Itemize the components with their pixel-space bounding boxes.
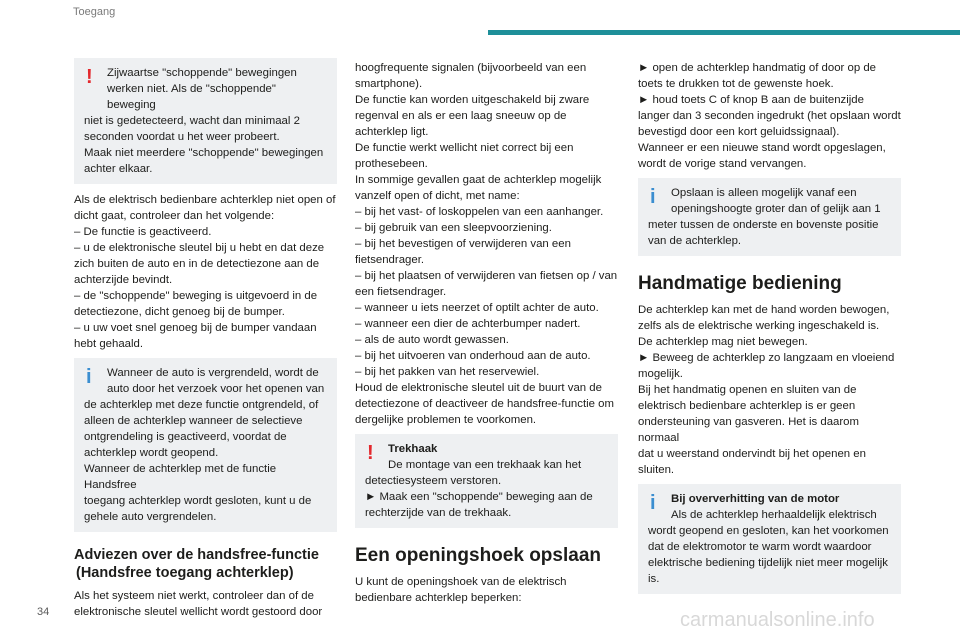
text-line: toegang achterklep wordt gesloten, kunt u de <box>84 495 312 507</box>
text-line: wordt de vorige stand vervangen. <box>638 158 807 170</box>
text-line: – u de elektronische sleutel bij u hebt en dat deze <box>74 242 325 254</box>
text-line: fietsendrager. <box>355 254 425 266</box>
text-line: elektrische bediening tijdelijk niet meer mogelijk <box>648 557 888 569</box>
text-line: langer dan 3 seconden ingedrukt (het opslaan wordt <box>638 110 901 122</box>
text-line: smartphone). <box>355 78 423 90</box>
text-line: niet is gedetecteerd, wacht dan minimaal 2 <box>84 115 300 127</box>
text-line: auto door het verzoek voor het openen van <box>107 383 325 395</box>
text-line: In sommige gevallen gaat de achterklep mogelijk <box>355 174 602 186</box>
column-3 <box>638 60 901 602</box>
text-line: gehele auto vergrendelen. <box>84 511 217 523</box>
watermark-text: carmanualsonline.info <box>680 609 875 631</box>
text-line: ► open de achterklep handmatig of door op de <box>638 62 876 74</box>
paragraph-interference <box>355 60 618 428</box>
box-title: Bij oververhitting van de motor <box>671 493 840 505</box>
text-line: – bij het vast- of loskoppelen van een aanhanger. <box>355 206 604 218</box>
section-heading-save-angle: Een openingshoek opslaan <box>355 545 601 566</box>
text-line: ontgrendeling is geactiveerd, voordat de <box>84 431 287 443</box>
paragraph-advice <box>74 588 337 620</box>
paragraph-save-angle <box>355 574 618 606</box>
text-line: achter elkaar. <box>84 163 153 175</box>
text-line: detectiezone, dicht genoeg bij de bumper. <box>74 306 285 318</box>
info-box-height <box>638 178 901 256</box>
text-line: openingshoogte groter dan of gelijk aan 1 <box>671 203 881 215</box>
section-heading-manual: Handmatige bediening <box>638 273 842 294</box>
text-line: achterklep ligt. <box>355 126 429 138</box>
text-line: dat de elektromotor te warm wordt waardoor <box>648 541 872 553</box>
text-line: dicht gaat, controleer dan het volgende: <box>74 210 275 222</box>
text-line: toets te drukken tot de gewenste hoek. <box>638 78 834 90</box>
page-number: 34 <box>37 606 50 618</box>
column-1 <box>74 52 337 626</box>
text-line: Opslaan is alleen mogelijk vanaf een <box>671 187 857 199</box>
text-line: De achterklep mag niet bewegen. <box>638 336 808 348</box>
paragraph-check <box>74 192 337 352</box>
text-line: – wanneer een dier de achterbumper nadert. <box>355 318 581 330</box>
text-line: dat u weerstand ondervindt bij het openen en <box>638 448 866 460</box>
text-line: zich buiten de auto en in de detectiezone aan de <box>74 258 320 270</box>
text-line: regenval en als er een laag sneeuw op de <box>355 110 567 122</box>
section-header: Toegang <box>73 6 116 18</box>
text-line: dergelijke problemen te voorkomen. <box>355 414 537 426</box>
text-line: van de achterklep. <box>648 235 742 247</box>
text-line: ► Beweeg de achterklep zo langzaam en vloeiend <box>638 352 895 364</box>
column-2 <box>355 60 618 612</box>
text-line: Als het systeem niet werkt, controleer dan of de <box>74 590 314 602</box>
text-line: – bij gebruik van een sleepvoorziening. <box>355 222 552 234</box>
text-line: Wanneer de auto is vergrendeld, wordt de <box>107 367 319 379</box>
text-line: Maak niet meerdere "schoppende" bewegingen <box>84 147 324 159</box>
warning-box-kick <box>74 58 337 184</box>
text-line: Als de elektrisch bedienbare achterklep niet open of <box>74 194 336 206</box>
text-line: Als de achterklep herhaaldelijk elektrisch <box>671 509 877 521</box>
text-line: Wanneer de achterklep met de functie Handsfree <box>84 463 277 491</box>
text-line: achterzijde bevindt. <box>74 274 173 286</box>
text-line: werken niet. Als de "schoppende" beweging <box>107 83 276 111</box>
text-line: bedienbare achterklep beperken: <box>355 592 522 604</box>
paragraph-manual <box>638 302 901 478</box>
text-line: ► houd toets C of knop B aan de buitenzijde <box>638 94 864 106</box>
warning-box-towbar <box>355 434 618 528</box>
text-line: hoogfrequente signalen (bijvoorbeeld van een <box>355 62 587 74</box>
text-line: De functie kan worden uitgeschakeld bij zware <box>355 94 590 106</box>
text-line: – als de auto wordt gewassen. <box>355 334 509 346</box>
text-line: Bij het handmatig openen en sluiten van de <box>638 384 857 396</box>
text-line: mogelijk. <box>638 368 683 380</box>
text-line: rechterzijde van de trekhaak. <box>365 507 512 519</box>
text-line: – bij het pakken van het reservewiel. <box>355 366 540 378</box>
text-line: De achterklep kan met de hand worden bewogen, <box>638 304 890 316</box>
info-icon: i <box>86 366 92 388</box>
text-line: is. <box>648 573 660 585</box>
paragraph-save-steps <box>638 60 901 172</box>
text-line: Wanneer er een nieuwe stand wordt opgeslagen, <box>638 142 886 154</box>
text-line: – wanneer u iets neerzet of optilt achter de auto. <box>355 302 599 314</box>
info-box-locked <box>74 358 337 532</box>
info-box-overheating <box>638 484 901 594</box>
text-line: seconden voordat u het weer probeert. <box>84 131 280 143</box>
exclamation-icon: ! <box>86 66 93 88</box>
text-line: elektronische sleutel wellicht wordt gestoord door <box>74 606 323 618</box>
section-heading-advice <box>74 546 337 582</box>
header-accent-bar <box>488 30 960 35</box>
text-line: elektrisch bedienbare achterklep is er geen <box>638 400 856 412</box>
text-line: De montage van een trekhaak kan het <box>388 459 582 471</box>
text-line: bevestigd door een kort geluidssignaal). <box>638 126 840 138</box>
text-line: wordt geopend en gesloten, kan het voorkomen <box>648 525 889 537</box>
heading-line: Adviezen over de handsfree-functie <box>74 547 319 563</box>
heading-line: (Handsfree toegang achterklep) <box>76 565 294 581</box>
text-line: – bij het plaatsen of verwijderen van fietsen op / van <box>355 270 618 282</box>
info-icon: i <box>650 186 656 208</box>
text-line: ► Maak een "schoppende" beweging aan de <box>365 491 593 503</box>
text-line: De functie werkt wellicht niet correct bij een <box>355 142 574 154</box>
text-line: – bij het bevestigen of verwijderen van een <box>355 238 571 250</box>
text-line: U kunt de openingshoek van de elektrisch <box>355 576 567 588</box>
text-line: vanzelf open of dicht, met name: <box>355 190 520 202</box>
info-icon: i <box>650 492 656 514</box>
text-line: hebt gehaald. <box>74 338 144 350</box>
text-line: – De functie is geactiveerd. <box>74 226 212 238</box>
text-line: – u uw voet snel genoeg bij de bumper vandaan <box>74 322 317 334</box>
box-title: Trekhaak <box>388 443 438 455</box>
text-line: sluiten. <box>638 464 675 476</box>
text-line: een fietsendrager. <box>355 286 447 298</box>
text-line: achterklep wordt geopend. <box>84 447 219 459</box>
text-line: ondersteuning van gasveren. Het is daarom normaal <box>638 416 859 444</box>
text-line: – bij het uitvoeren van onderhoud aan de auto. <box>355 350 591 362</box>
text-line: zelfs als de elektrische werking ingeschakeld is. <box>638 320 880 332</box>
text-line: detectiesysteem verstoren. <box>365 475 502 487</box>
exclamation-icon: ! <box>367 442 374 464</box>
text-line: Zijwaartse "schoppende" bewegingen <box>107 67 297 79</box>
text-line: alleen de achterklep wanneer de selectieve <box>84 415 303 427</box>
text-line: detectiezone of deactiveer de handsfree-functie om <box>355 398 614 410</box>
text-line: de achterklep met deze functie ontgrendeld, of <box>84 399 319 411</box>
text-line: prothesebeen. <box>355 158 428 170</box>
text-line: – de "schoppende" beweging is uitgevoerd in de <box>74 290 318 302</box>
text-line: Houd de elektronische sleutel uit de buurt van de <box>355 382 602 394</box>
text-line: meter tussen de onderste en bovenste positie <box>648 219 879 231</box>
